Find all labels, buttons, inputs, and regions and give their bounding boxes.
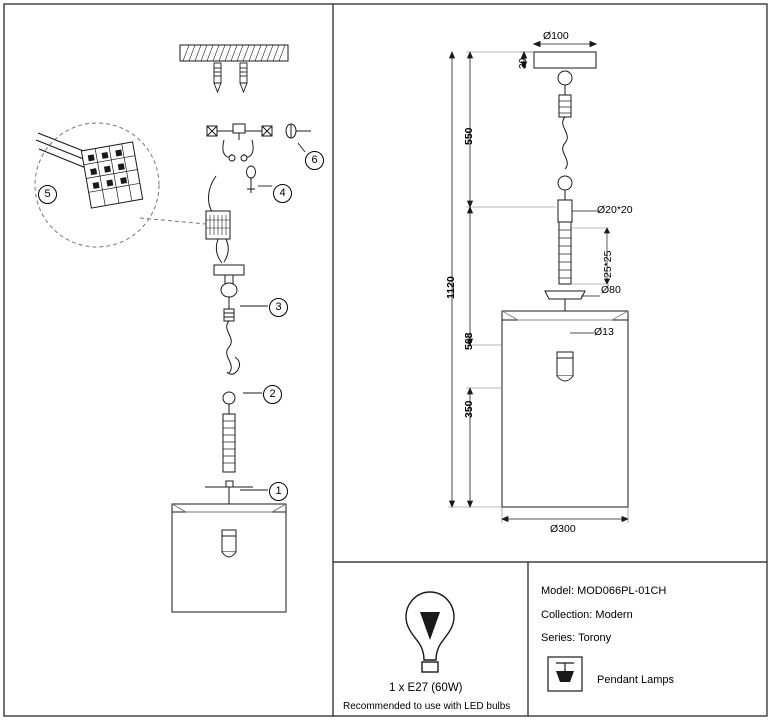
screw-detail-4 [247, 166, 256, 193]
collection-label: Collection: Modern [541, 609, 633, 621]
dim-shade-height: 350 [463, 400, 475, 418]
screw-detail-6 [286, 124, 311, 138]
callout-4: 4 [273, 184, 292, 203]
callout-6: 6 [305, 151, 324, 170]
dim-total-height: 1120 [445, 276, 457, 299]
mounting-hardware [214, 63, 247, 92]
canopy-right [520, 42, 596, 69]
model-label: Model: MOD066PL-01CH [541, 585, 667, 597]
ribbed-rod-left [223, 414, 235, 472]
series-label: Series: Torony [541, 632, 612, 644]
sheet-border [4, 4, 767, 716]
bulb-spec-label: 1 x E27 (60W) [389, 682, 463, 694]
bulb-note-label: Recommended to use with LED bulbs [343, 701, 511, 712]
dim-shade-diameter: Ø300 [550, 523, 576, 535]
category-label: Pendant Lamps [597, 674, 675, 686]
dimension-view [445, 42, 628, 524]
detail-bubble [35, 123, 206, 247]
dim-segment: 25*25 [602, 250, 614, 278]
chain-right [558, 71, 572, 200]
terminal-block [206, 176, 230, 263]
shade-diameter-dim [502, 507, 628, 523]
body-right [545, 200, 585, 316]
lamp-shade-left [172, 504, 286, 612]
ceiling-plate [180, 45, 288, 61]
pendant-lamp-category-icon [548, 657, 582, 691]
callout-3: 3 [269, 298, 288, 317]
callout-1: 1 [269, 482, 288, 501]
dim-chain-length: 550 [463, 127, 475, 145]
callout-2: 2 [263, 385, 282, 404]
chain-left [223, 321, 240, 414]
bulb-icon [406, 592, 454, 672]
lamp-shade-right [502, 311, 628, 507]
dim-canopy-diameter: Ø100 [543, 30, 569, 42]
dim-drop-to-shade: 568 [463, 332, 475, 350]
shade-cup-upper [214, 265, 244, 321]
callout-5: 5 [38, 185, 57, 204]
dim-canopy-height: 30 [518, 57, 529, 69]
dim-body-width: Ø20*20 [597, 204, 633, 216]
dim-disc-diameter: Ø80 [601, 284, 621, 296]
shade-mount-left [205, 481, 253, 504]
dim-rod-diameter: Ø13 [594, 326, 614, 338]
bracket-assembly [207, 124, 272, 161]
assembly-view [35, 45, 311, 612]
